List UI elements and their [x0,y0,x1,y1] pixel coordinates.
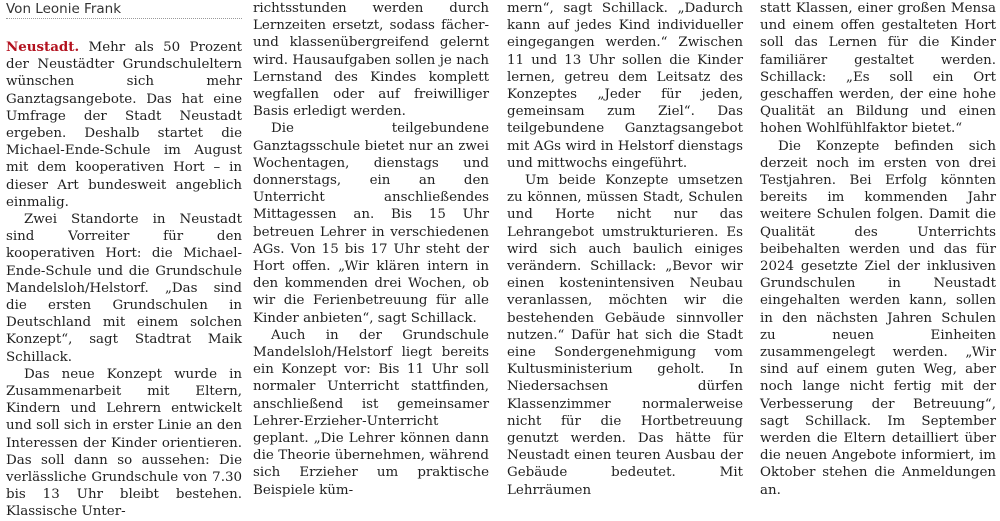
paragraph-text: Mehr als 50 Prozent der Neustädter Grundschuleltern wünschen sich mehr Ganztagsangebote. Das hat eine Umfrage der Stadt Neustadt ergeben. Deshalb startet die Michael-Ende-Schule im August mit dem kooperativen Hort – in dieser Art bundesweit angeblich einmalig. [6,40,242,210]
article-column-1 [6,0,242,520]
article-paragraph: statt Klassen, einer großen Mensa und einem offen gestalteten Hort soll das Lernen für die Kinder familiärer gestaltet werden. Schillack: „Es soll ein Ort geschaffen werden, der eine hohe Qualität an Bildung und einen hohen Wohlfühlfaktor bietet.“ [760,1,996,137]
byline: Von Leonie Frank [6,0,242,19]
article-column-4 [760,0,996,498]
article-paragraph: Die Konzepte befinden sich derzeit noch im ersten von drei Testjahren. Bei Erfolg könnten bereits im kommenden Jahr weitere Schulen folgen. Damit die Qualität des Unterrichts beibehalten werden und das für 2024 gesetzte Ziel der inklusiven Grundschulen in Neustadt eingehalten werden kann, sollen in den nächsten Jahren Schulen zu neuen Einheiten zusammengelegt werden. „Wir sind auf einem guten Weg, aber noch lange nicht fertig mit der Verbesserung der Betreuung“, sagt Schillack. Im September werden die Eltern detailliert über die neuen Angebote informiert, im Oktober stehen die Anmeldungen an. [760,138,996,498]
article-paragraph: Zwei Standorte in Neustadt sind Vorreiter für den kooperativen Hort: die Michael-Ende-Schule und die Grundschule Mandelsloh/Helstorf. „Das sind die ersten Grundschulen in Deutschland mit einem solchen Konzept“, sagt Stadtrat Maik Schillack. [6,212,242,365]
article-paragraph: Um beide Konzepte umsetzen zu können, müssen Stadt, Schulen und Horte nicht nur das Lehrangebot umstrukturieren. Es wird sich auch baulich einiges verändern. Schillack: „Bevor wir einen kostenintensiven Neubau veranlassen, möchten wir die bestehenden Gebäude sinnvoller nutzen.“ Dafür hat sich die Stadt eine Sondergenehmigung vom Kultusministerium geholt. In Niedersachsen dürfen Klassenzimmer normalerweise nicht für die Hortbetreuung genutzt werden. Das hätte für Neustadt einen teuren Ausbau der Gebäude bedeutet. Mit Lehrräumen [507,173,743,498]
article-paragraph [6,39,242,211]
article-paragraph: richtsstunden werden durch Lernzeiten ersetzt, sodass fächer- und klassenübergreifend gelernt wird. Hausaufgaben sollen je nach Lernstand des Kindes komplett wegfallen oder auf freiwilliger Basis erledigt werden. [253,1,489,120]
article-column-2 [253,0,489,498]
article-paragraph: mern“, sagt Schillack. „Dadurch kann auf jedes Kind individueller eingegangen werden.“ Zwischen 11 und 13 Uhr sollen die Kinder lernen, getreu dem Leitsatz des Konzeptes „Jeder für jeden, gemeinsam zum Ziel“. Das teilgebundene Ganztagsangebot mit AGs wird in Helstorf dienstags und mittwochs eingeführt. [507,1,743,171]
article-paragraph: Die teilgebundene Ganztagsschule bietet nur an zwei Wochentagen, dienstags und donnerstags, ein an den Unterricht anschließendes Mittagessen an. Bis 15 Uhr betreuen Lehrer in verschiedenen AGs. Von 15 bis 17 Uhr steht der Hort offen. „Wir klären intern in den kommenden drei Wochen, ob wir die Ferienbetreuung für alle Kinder anbieten“, sagt Schillack. [253,121,489,326]
article-paragraph: Das neue Konzept wurde in Zusammenarbeit mit Eltern, Kindern und Lehrern entwickelt und soll sich in erster Linie an den Interessen der Kinder orientieren. Das soll dann so aussehen: Die verlässliche Grundschule von 7.30 bis 13 Uhr bleibt bestehen. Klassische Unter- [6,366,242,520]
article-paragraph: Auch in der Grundschule Mandelsloh/Helstorf liegt bereits ein Konzept vor: Bis 11 Uhr soll normaler Unterricht stattfinden, anschließend ist gemeinsamer Lehrer-Erzieher-Unterricht geplant. „Die Lehrer können dann die Theorie übernehmen, während sich Erzieher um praktische Beispiele küm- [253,327,489,498]
article-column-3 [507,0,743,498]
dateline: Neustadt. [6,39,80,55]
